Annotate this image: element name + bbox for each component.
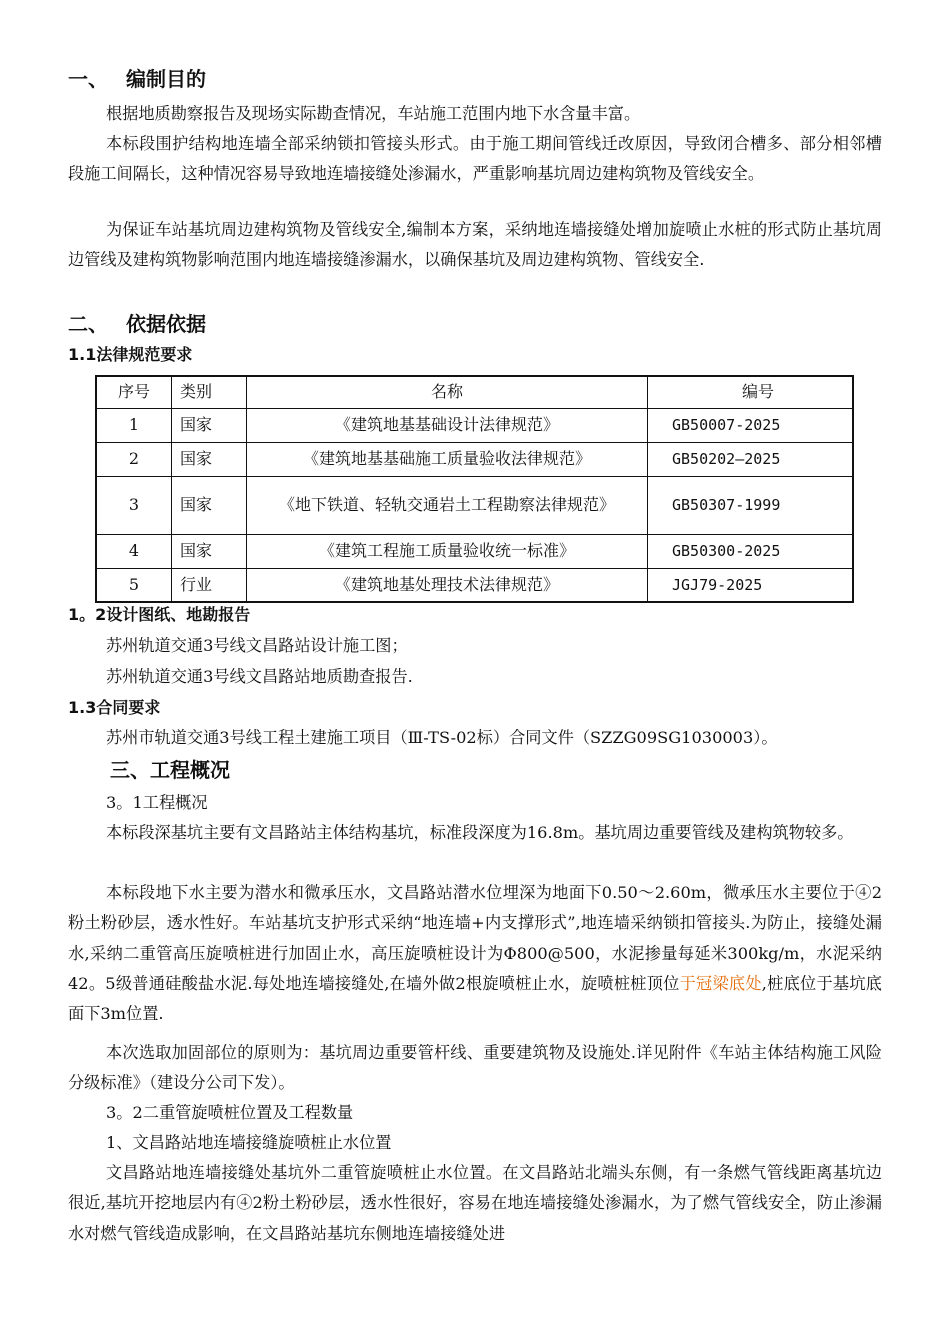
section-3-paragraph-1: 本标段深基坑主要有文昌路站主体结构基坑，标准段深度为16.8m。基坑周边重要管线及建构筑物较多。 (106, 823, 854, 842)
row-type: 国家 (172, 442, 247, 476)
header-type: 类别 (172, 376, 247, 408)
header-code: 编号 (648, 376, 854, 408)
regulations-table (95, 375, 854, 603)
contract-line: 苏州市轨道交通3号线工程土建施工项目（Ⅲ-TS-02标）合同文件（SZZG09SG1030003）。 (106, 728, 778, 747)
highlighted-text: 于冠梁底处 (679, 973, 762, 993)
header-name: 名称 (247, 376, 648, 408)
table-row (96, 476, 853, 534)
row-type: 国家 (172, 408, 247, 442)
row-no: 2 (96, 442, 172, 476)
subsection-1-1-title: 1.1法律规范要求 (68, 345, 193, 364)
section-2-number: 二、 (68, 312, 108, 336)
paragraph-2-text-a: 本标段地下水主要为潜水和微承压水，文昌路站潜水位埋深为地面下0.50～2.60m，微承压水主要位于④2粉土粉砂层，透水性好。车站基坑支护形式采纳“地连墙+内支撑形式”,地连墙采纳锁扣管接头.为防止，接缝处漏水,采纳二重管高压旋喷桩进行加固止水，高压旋喷桩设计为Φ800@500，水泥掺量每延米300kg/m，水泥采纳42。5级普通硅酸盐水泥.每处地连墙接缝处,在墙外做2根旋喷桩止水，旋喷桩桩顶位 (68, 883, 882, 993)
row-name: 《地下铁道、轻轨交通岩土工程勘察法律规范》 (247, 476, 648, 534)
row-no: 4 (96, 534, 172, 568)
table-header-row (96, 376, 853, 408)
table-row (96, 408, 853, 442)
section-2-title: 依据依据 (126, 312, 206, 336)
row-no: 3 (96, 476, 172, 534)
section-1-paragraph-3: 为保证车站基坑周边建构筑物及管线安全,编制本方案，采纳地连墙接缝处增加旋喷止水桩的形式防止基坑周边管线及建构筑物影响范围内地连墙接缝渗漏水，以确保基坑及周边建构筑物、管线安全. (68, 220, 882, 270)
subsection-1-2-title: 1。2设计图纸、地勘报告 (68, 605, 251, 624)
section-3-paragraph-2 (68, 878, 882, 1029)
row-code: GB50307-1999 (648, 476, 854, 534)
row-name: 《建筑地基处理技术法律规范》 (247, 568, 648, 602)
subsection-1-3-title: 1.3合同要求 (68, 698, 161, 717)
row-type: 国家 (172, 476, 247, 534)
design-drawings-line: 苏州轨道交通3号线文昌路站设计施工图； (106, 636, 408, 655)
row-code: GB50007-2025 (648, 408, 854, 442)
row-type: 行业 (172, 568, 247, 602)
row-name: 《建筑地基基础设计法律规范》 (247, 408, 648, 442)
table-row (96, 534, 853, 568)
section-1-title: 编制目的 (126, 67, 206, 91)
row-type: 国家 (172, 534, 247, 568)
section-1-number: 一、 (68, 67, 108, 91)
section-3-heading: 三、工程概况 (110, 758, 230, 782)
subsection-3-2-item-1: 1、文昌路站地连墙接缝旋喷桩止水位置 (106, 1133, 392, 1152)
row-code: JGJ79-2025 (648, 568, 854, 602)
section-3-paragraph-3: 本次选取加固部位的原则为：基坑周边重要管杆线、重要建筑物及设施处.详见附件《车站主体结构施工风险分级标准》（建设分公司下发）。 (68, 1043, 882, 1093)
header-no: 序号 (96, 376, 172, 408)
section-1-paragraph-1: 根据地质勘察报告及现场实际勘查情况，车站施工范围内地下水含量丰富。 (106, 104, 641, 123)
row-no: 1 (96, 408, 172, 442)
section-3-paragraph-4: 文昌路站地连墙接缝处基坑外二重管旋喷桩止水位置。在文昌路站北端头东侧，有一条燃气管线距离基坑边很近,基坑开挖地层内有④2粉土粉砂层，透水性很好，容易在地连墙接缝处渗漏水，为了燃气管线安全，防止渗漏水对燃气管线造成影响，在文昌路站基坑东侧地连墙接缝处进 (68, 1163, 882, 1243)
row-code: GB50202—2025 (648, 442, 854, 476)
row-name: 《建筑工程施工质量验收统一标准》 (247, 534, 648, 568)
subsection-3-2-title: 3。2二重管旋喷桩位置及工程数量 (106, 1103, 354, 1122)
row-no: 5 (96, 568, 172, 602)
row-code: GB50300-2025 (648, 534, 854, 568)
paragraph-2-text-c: ,桩底位于基坑底面下3m位置. (68, 973, 882, 1024)
section-1-heading (68, 66, 206, 92)
subsection-3-1-title: 3。1工程概况 (106, 793, 208, 812)
table-row (96, 442, 853, 476)
survey-report-line: 苏州轨道交通3号线文昌路站地质勘查报告. (106, 667, 413, 686)
section-1-paragraph-2: 本标段围护结构地连墙全部采纳锁扣管接头形式。由于施工期间管线迁改原因，导致闭合槽多、部分相邻槽段施工间隔长，这种情况容易导致地连墙接缝处渗漏水，严重影响基坑周边建构筑物及管线安全。 (68, 134, 882, 184)
row-name: 《建筑地基基础施工质量验收法律规范》 (247, 442, 648, 476)
section-2-heading (68, 311, 206, 337)
table-row (96, 568, 853, 602)
